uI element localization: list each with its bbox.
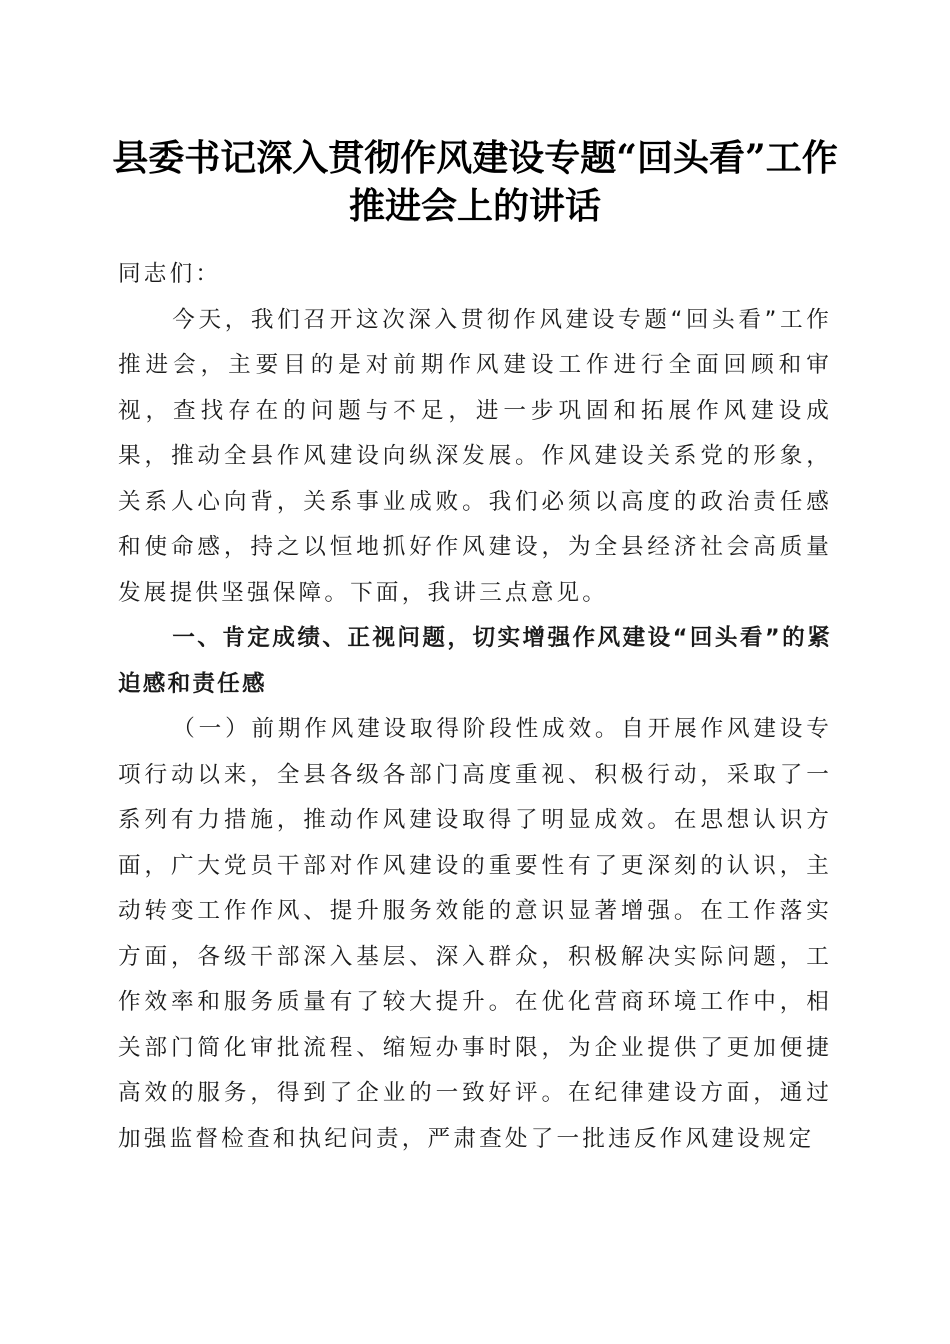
salutation: 同志们：: [118, 261, 222, 287]
section-heading-1: 一、肯定成绩、正视问题，切实增强作风建设“回头看”的紧迫感和责任感: [118, 625, 832, 697]
document-title: 县委书记深入贯彻作风建设专题“回头看”工作推进会上的讲话: [112, 137, 838, 227]
document-body: [118, 252, 832, 1162]
intro-paragraph: 今天，我们召开这次深入贯彻作风建设专题“回头看”工作推进会，主要目的是对前期作风建设工作进行全面回顾和审视，查找存在的问题与不足，进一步巩固和拓展作风建设成果，推动全县作风建设向纵深发展。作风建设关系党的形象，关系人心向背，关系事业成败。我们必须以高度的政治责任感和使命感，持之以恒地抓好作风建设，为全县经济社会高质量发展提供坚强保障。下面，我讲三点意见。: [118, 306, 832, 606]
subsection-paragraph-1: （一）前期作风建设取得阶段性成效。自开展作风建设专项行动以来，全县各级各部门高度重视、积极行动，采取了一系列有力措施，推动作风建设取得了明显成效。在思想认识方面，广大党员干部对作风建设的重要性有了更深刻的认识，主动转变工作作风、提升服务效能的意识显著增强。在工作落实方面，各级干部深入基层、深入群众，积极解决实际问题，工作效率和服务质量有了较大提升。在优化营商环境工作中，相关部门简化审批流程、缩短办事时限，为企业提供了更加便捷高效的服务，得到了企业的一致好评。在纪律建设方面，通过加强监督检查和执纪问责，严肃查处了一批违反作风建设规定: [118, 716, 832, 1152]
